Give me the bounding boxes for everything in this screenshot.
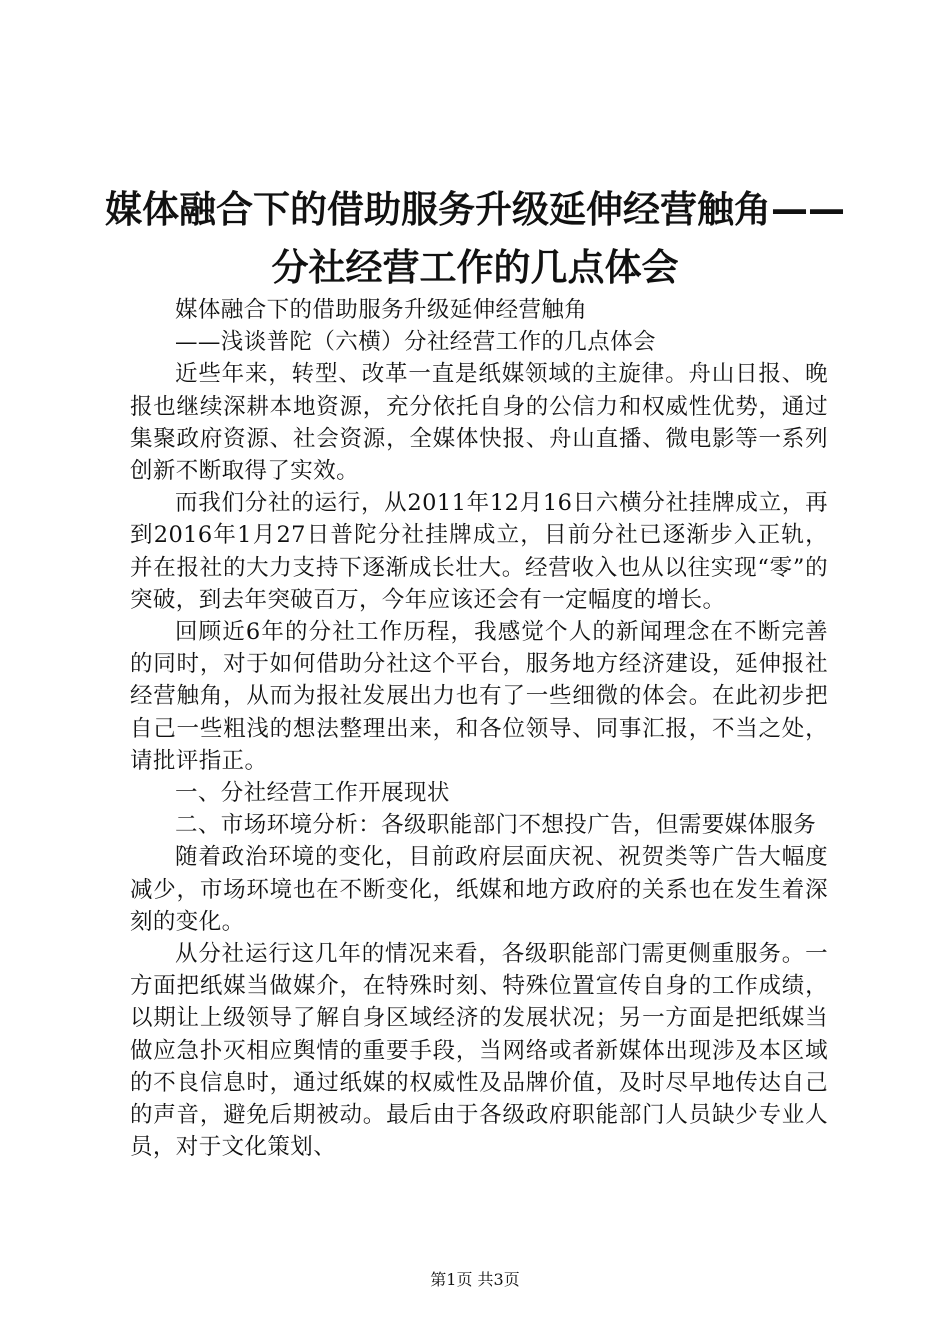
section-heading: 二、市场环境分析：各级职能部门不想投广告，但需要媒体服务 — [175, 812, 817, 839]
section-heading: 一、分社经营工作开展现状 — [175, 780, 450, 807]
body-paragraph: 近些年来，转型、改革一直是纸媒领域的主旋律。舟山日报、晚报也继续深耕本地资源，充分依托自身的公信力和权威性优势，通过集聚政府资源、社会资源，全媒体快报、舟山直播、微电影等一系列创新不断取得了实效。 — [130, 361, 828, 485]
subtitle-line: ——浅谈普陀（六横）分社经营工作的几点体会 — [175, 329, 656, 356]
page-number: 第1页 共3页 — [430, 1270, 520, 1289]
body-paragraph: 从分社运行这几年的情况来看，各级职能部门需更侧重服务。一方面把纸媒当做媒介，在特殊时刻、特殊位置宣传自身的工作成绩，以期让上级领导了解自身区域经济的发展状况；另一方面是把纸媒当做应急扑灭相应舆情的重要手段，当网络或者新媒体出现涉及本区域的不良信息时，通过纸媒的权威性及品牌价值，及时尽早地传达自己的声音，避免后期被动。最后由于各级政府职能部门人员缺少专业人员，对于文化策划、 — [130, 941, 828, 1161]
body-paragraph: 随着政治环境的变化，目前政府层面庆祝、祝贺类等广告大幅度减少，市场环境也在不断变化，纸媒和地方政府的关系也在发生着深刻的变化。 — [130, 844, 828, 935]
subtitle-line: 媒体融合下的借助服务升级延伸经营触角 — [175, 297, 588, 323]
document-title-line-2: 分社经营工作的几点体会 — [271, 246, 679, 289]
document-title-line-1: 媒体融合下的借助服务升级延伸经营触角—— — [105, 188, 845, 231]
body-paragraph: 回顾近6年的分社工作历程，我感觉个人的新闻理念在不断完善的同时，对于如何借助分社这个平台，服务地方经济建设，延伸报社经营触角，从而为报社发展出力也有了一些细微的体会。在此初步把自己一些粗浅的想法整理出来，和各位领导、同事汇报，不当之处，请批评指正。 — [130, 619, 828, 774]
document-body — [130, 294, 828, 1163]
body-paragraph: 而我们分社的运行，从2011年12月16日六横分社挂牌成立，再到2016年1月27日普陀分社挂牌成立，目前分社已逐渐步入正轨，并在报社的大力支持下逐渐成长壮大。经营收入也从以往实现“零”的突破，到去年突破百万，今年应该还会有一定幅度的增长。 — [130, 490, 828, 613]
